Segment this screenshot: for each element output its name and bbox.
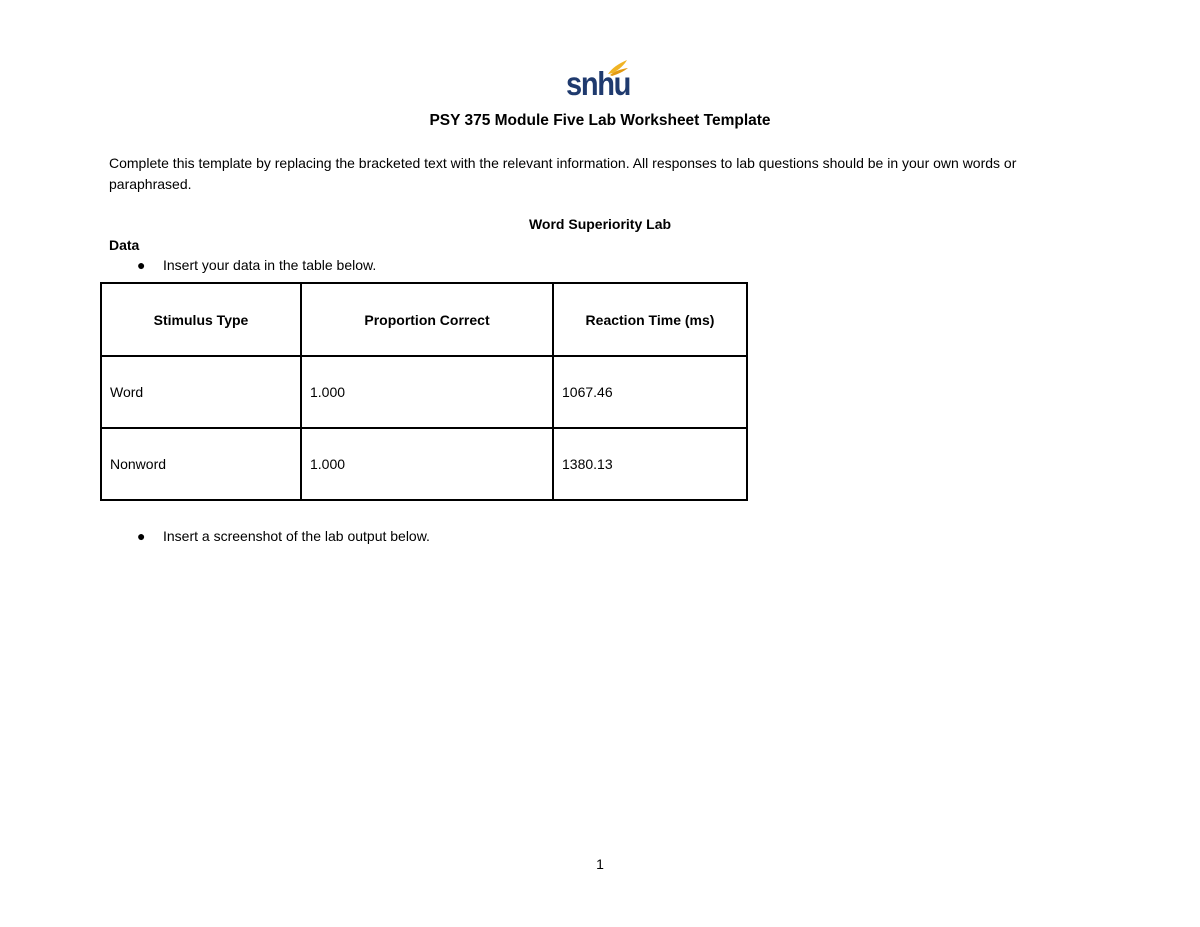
table-cell: 1.000: [301, 356, 553, 428]
table-cell: 1.000: [301, 428, 553, 500]
column-header-proportion-correct: Proportion Correct: [301, 283, 553, 356]
logo-wordmark: snhu: [566, 65, 631, 102]
snhu-logo: [566, 58, 632, 104]
column-header-stimulus-type: Stimulus Type: [101, 283, 301, 356]
instructions-text: Complete this template by replacing the bracketed text with the relevant information. All responses to lab questions should be in your own words or paraphrased.: [109, 155, 1017, 192]
bullet-item-screenshot-instruction: Insert a screenshot of the lab output below.: [163, 528, 430, 544]
page-number: 1: [596, 856, 604, 872]
section-heading: Word Superiority Lab: [528, 216, 672, 232]
column-header-reaction-time: Reaction Time (ms): [553, 283, 747, 356]
bullet-item-table-instruction: Insert your data in the table below.: [163, 257, 377, 273]
data-table: [100, 282, 748, 501]
table-cell: Word: [101, 356, 301, 428]
table-header-row: [101, 283, 747, 356]
table-cell: 1067.46: [553, 356, 747, 428]
bullet-icon: ●: [137, 257, 146, 273]
page-title: PSY 375 Module Five Lab Worksheet Template: [429, 112, 771, 129]
table-row: [101, 356, 747, 428]
table-cell: 1380.13: [553, 428, 747, 500]
table-row: [101, 428, 747, 500]
data-label: Data: [109, 237, 140, 253]
table-cell: Nonword: [101, 428, 301, 500]
bullet-icon: ●: [137, 528, 146, 544]
